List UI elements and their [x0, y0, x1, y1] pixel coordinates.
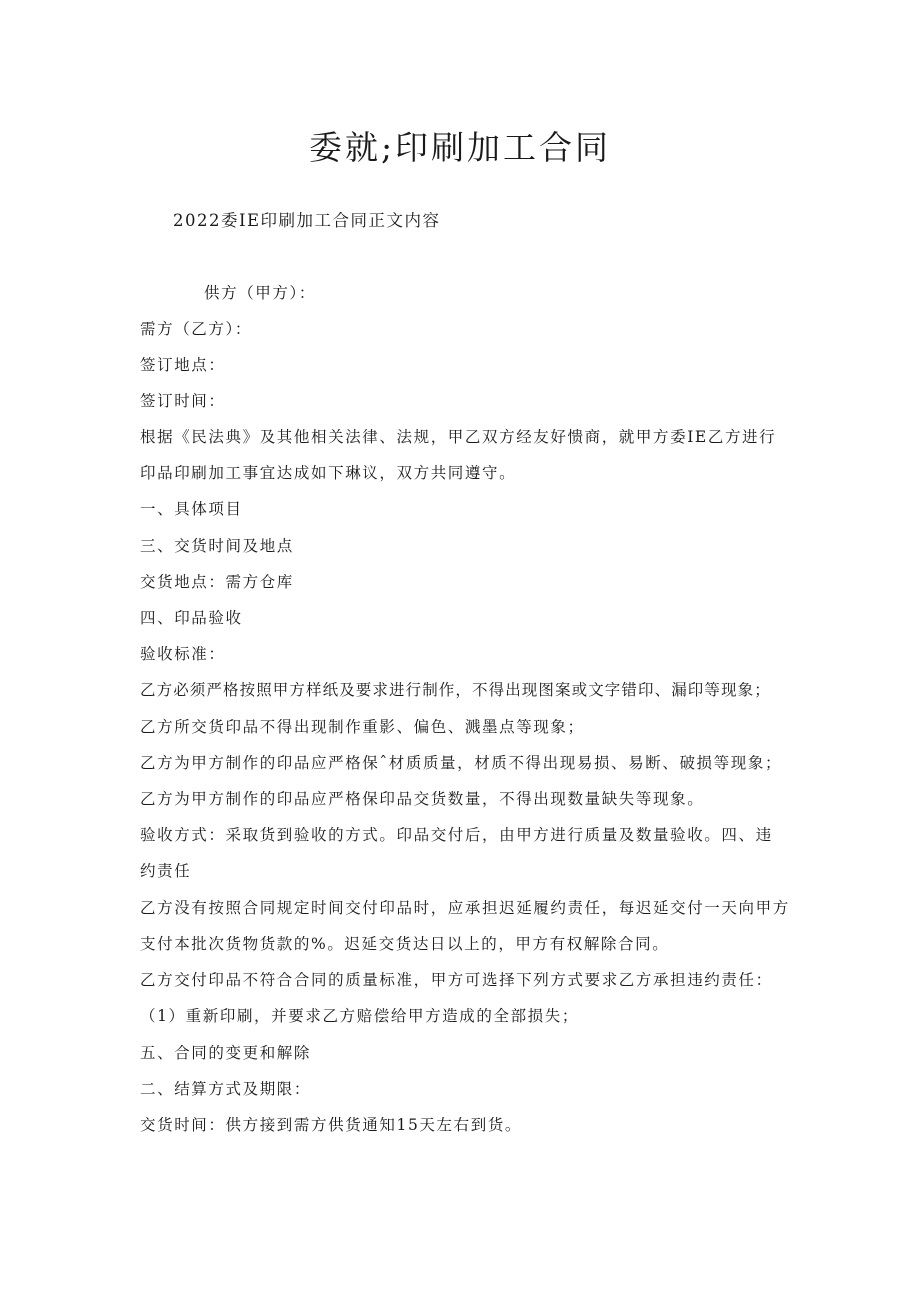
buyer-line: 需方（乙方）：: [140, 320, 252, 338]
body-paragraph-line: 乙方为甲方制作的印品应严格保ˆ材质质量，材质不得出现易损、易断、破损等现象；: [140, 754, 783, 772]
signing-time-line: 签订时间：: [140, 392, 226, 410]
body-paragraph-line: 验收方式：采取货到验收的方式。印品交付后，由甲方进行质量及数量验收。四、违: [140, 826, 773, 844]
body-paragraph-line: 约责任: [140, 862, 192, 880]
body-paragraph-line: 乙方为甲方制作的印品应严格保印品交货数量，不得出现数量缺失等现象。: [140, 790, 705, 808]
section-heading: 四、印品验收: [140, 609, 243, 627]
section-heading: 五、合同的变更和解除: [140, 1044, 312, 1062]
document-title: 委就;印刷加工合同: [308, 128, 612, 167]
list-item: （1）重新印刷，并要求乙方赔偿给甲方造成的全部损失；: [140, 1007, 579, 1025]
body-paragraph-line: 交货时间：供方接到需方供货通知15天左右到货。: [140, 1116, 523, 1134]
section-heading: 三、交货时间及地点: [140, 537, 294, 555]
supplier-line: 供方（甲方）：: [204, 284, 316, 302]
body-paragraph-line: 乙方必须严格按照甲方样纸及要求进行制作，不得出现图案或文字错印、漏印等现象；: [140, 681, 771, 699]
body-paragraph-line: 验收标准：: [140, 645, 226, 663]
body-paragraph-line: 交货地点：需方仓库: [140, 573, 294, 591]
signing-place-line: 签订地点：: [140, 356, 226, 374]
section-heading: 二、结算方式及期限：: [140, 1080, 312, 1098]
body-paragraph-line: 乙方交付印品不符合合同的质量标准，甲方可选择下列方式要求乙方承担违约责任：: [140, 971, 773, 989]
body-paragraph-line: 印品印刷加工事宜达成如下琳议，双方共同遵守。: [140, 464, 517, 482]
body-paragraph-line: 乙方没有按照合同规定时间交付印品时，应承担迟延履约责任，每迟延交付一天向甲方: [140, 899, 790, 917]
body-paragraph-line: 支付本批次货物货款的%。迟延交货达日以上的，甲方有权解除合同。: [140, 935, 670, 953]
body-paragraph-line: 根据《民法典》及其他相关法律、法规，甲乙双方经友好愦商，就甲方委IE乙方进行: [140, 428, 777, 446]
body-paragraph-line: 乙方所交货印品不得出现制作重影、偏色、溅墨点等现象；: [140, 718, 585, 736]
document-subtitle: 2022委IE印刷加工合同正文内容: [173, 211, 441, 230]
section-heading: 一、具体项目: [140, 500, 243, 518]
